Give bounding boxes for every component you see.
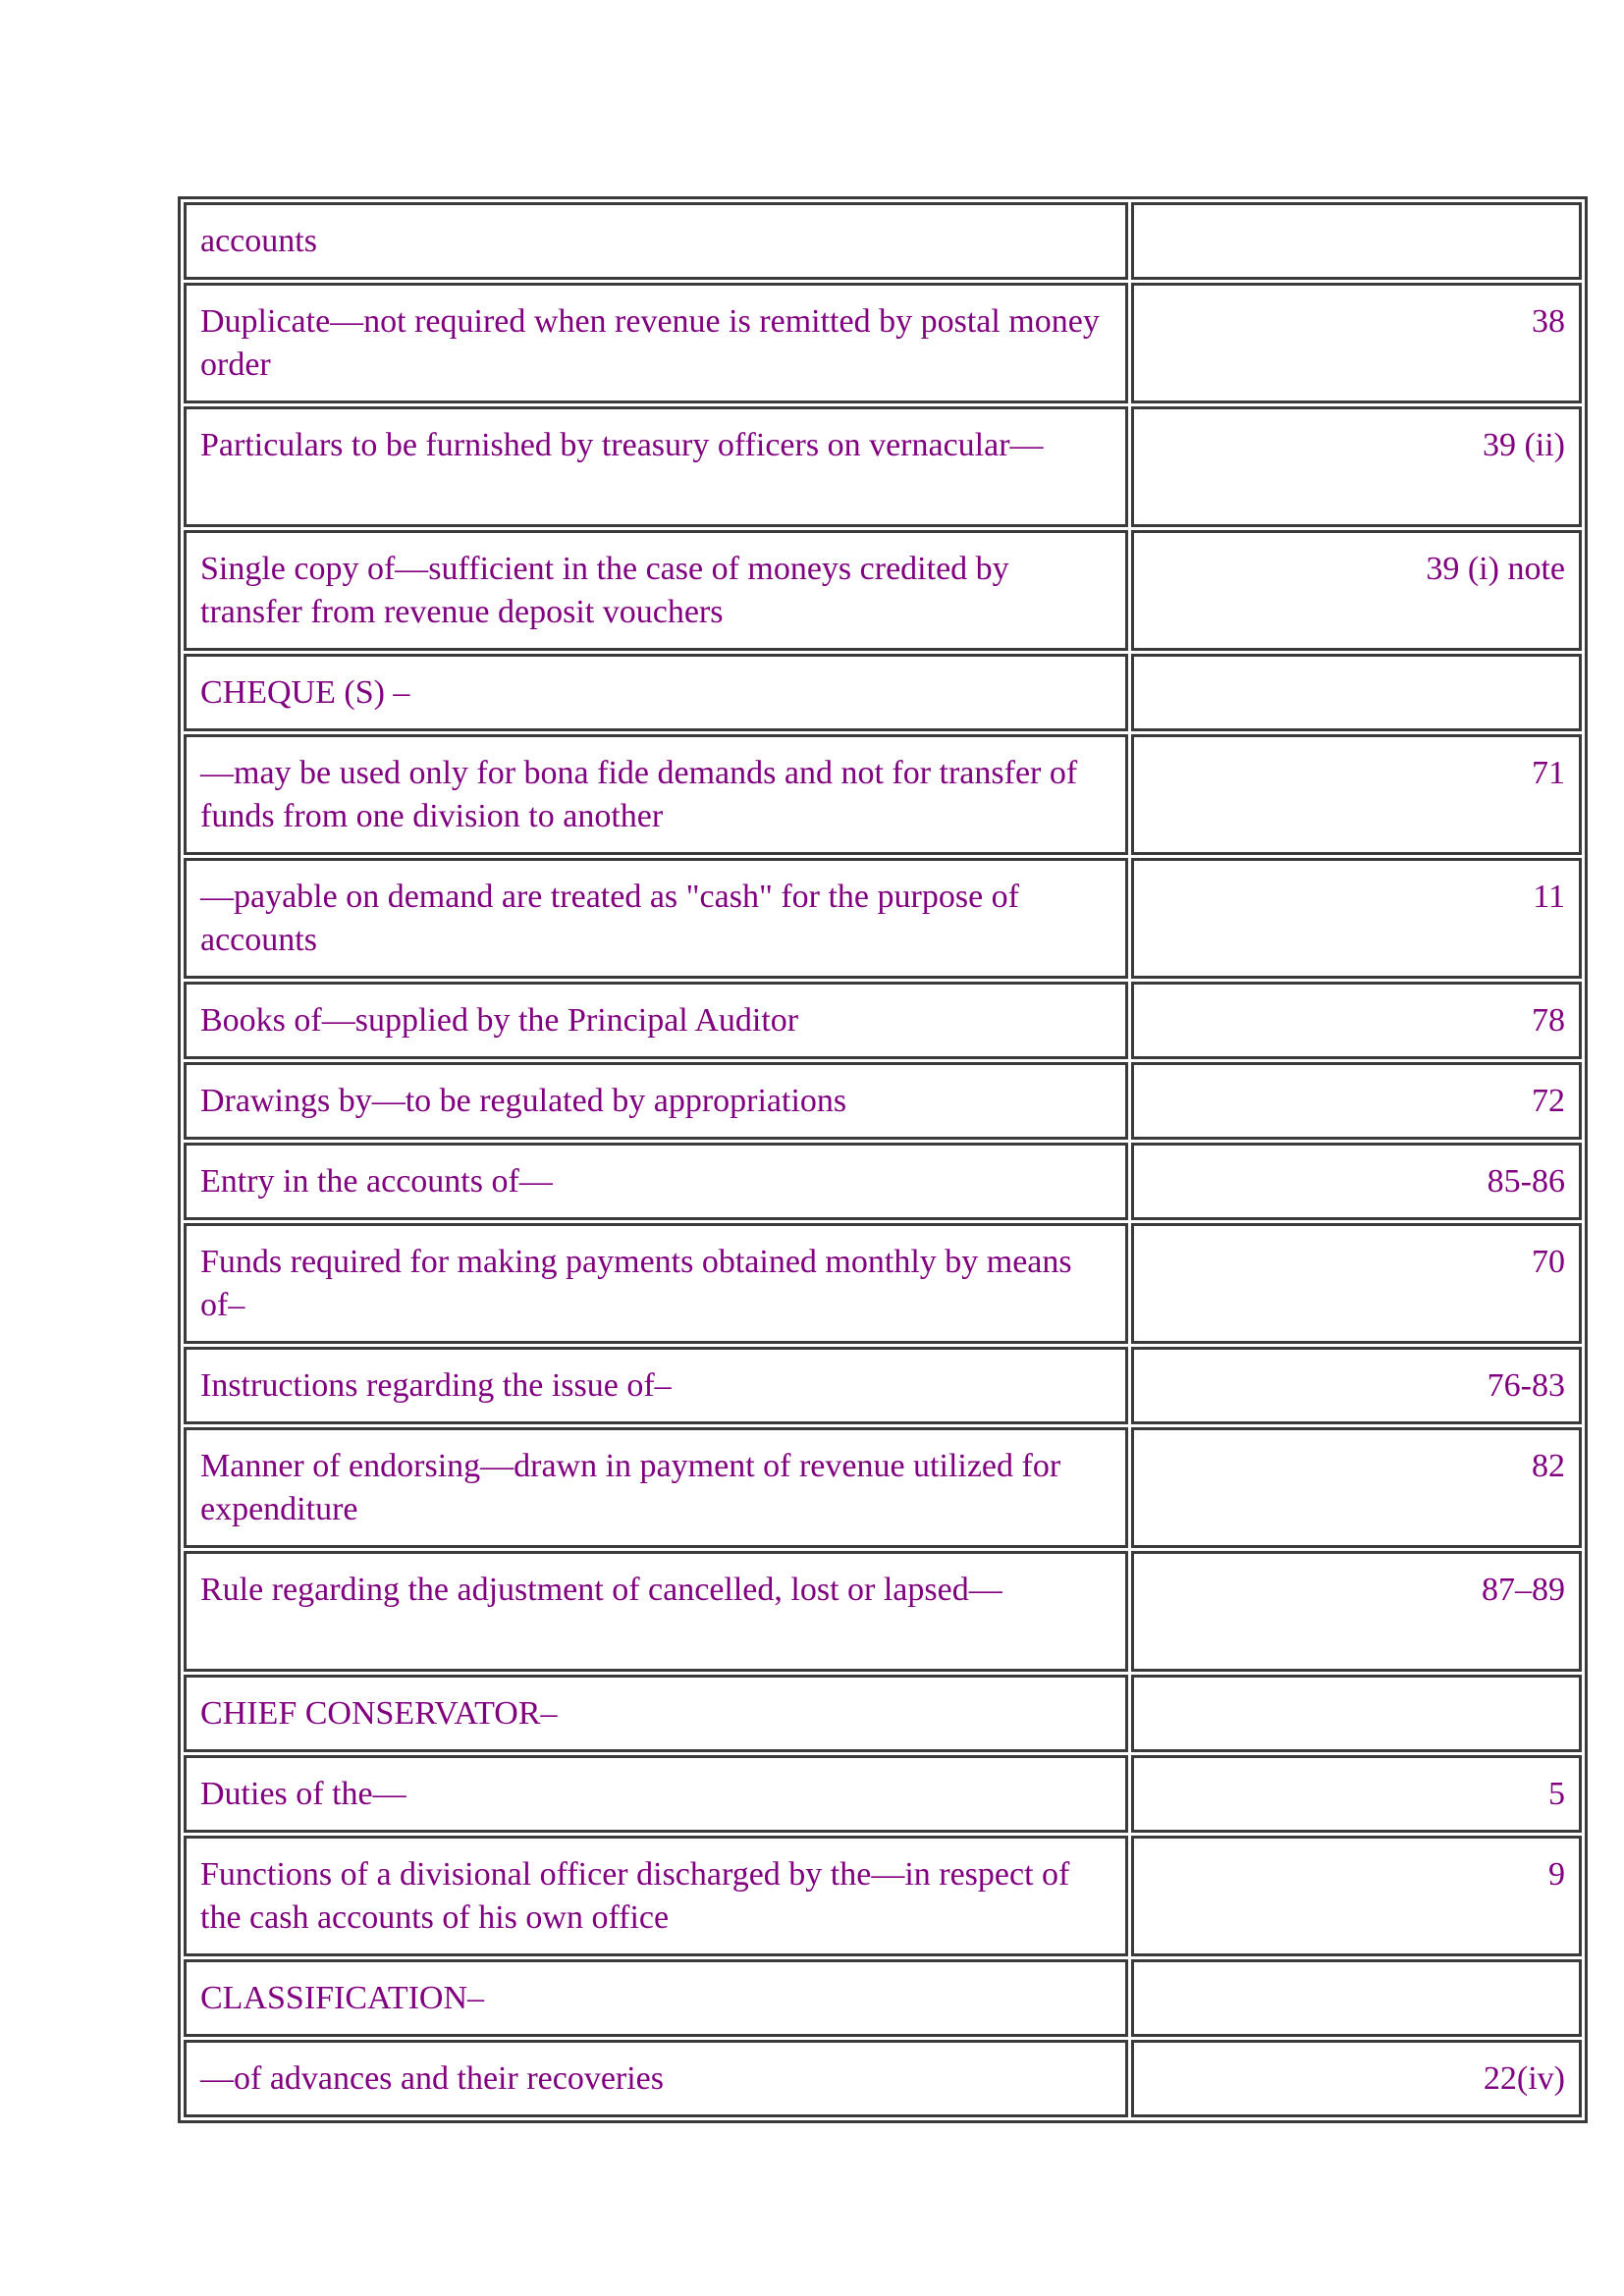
index-reference: 87–89 xyxy=(1131,1551,1582,1672)
table-row xyxy=(184,1836,1582,1956)
index-reference xyxy=(1131,1959,1582,2037)
table-row xyxy=(184,2040,1582,2117)
table-row xyxy=(184,734,1582,855)
index-subject: Single copy of—sufficient in the case of moneys credited by transfer from revenue deposit vouchers xyxy=(184,530,1128,651)
index-reference: 82 xyxy=(1131,1427,1582,1548)
table-row xyxy=(184,1223,1582,1344)
index-subject: Duplicate—not required when revenue is remitted by postal money order xyxy=(184,283,1128,403)
index-subject: accounts xyxy=(184,202,1128,280)
index-reference: 85-86 xyxy=(1131,1143,1582,1220)
index-table xyxy=(178,196,1588,2123)
table-row xyxy=(184,1551,1582,1672)
index-reference xyxy=(1131,1675,1582,1752)
index-subject: Funds required for making payments obtained monthly by means of– xyxy=(184,1223,1128,1344)
table-row xyxy=(184,283,1582,403)
table-row xyxy=(184,982,1582,1059)
index-reference: 11 xyxy=(1131,858,1582,979)
table-row xyxy=(184,1755,1582,1833)
index-reference xyxy=(1131,202,1582,280)
index-subject: Instructions regarding the issue of– xyxy=(184,1347,1128,1424)
table-row xyxy=(184,1959,1582,2037)
index-subject: Rule regarding the adjustment of cancelled, lost or lapsed— xyxy=(184,1551,1128,1672)
index-reference: 78 xyxy=(1131,982,1582,1059)
index-subject: Books of—supplied by the Principal Auditor xyxy=(184,982,1128,1059)
index-subject: Manner of endorsing—drawn in payment of revenue utilized for expenditure xyxy=(184,1427,1128,1548)
table-row xyxy=(184,1347,1582,1424)
table-row xyxy=(184,406,1582,527)
index-reference: 38 xyxy=(1131,283,1582,403)
index-reference: 39 (i) note xyxy=(1131,530,1582,651)
index-subject: CLASSIFICATION– xyxy=(184,1959,1128,2037)
table-row xyxy=(184,1062,1582,1140)
index-reference: 70 xyxy=(1131,1223,1582,1344)
table-row xyxy=(184,1675,1582,1752)
index-reference: 72 xyxy=(1131,1062,1582,1140)
index-reference: 22(iv) xyxy=(1131,2040,1582,2117)
index-subject: —of advances and their recoveries xyxy=(184,2040,1128,2117)
table-row xyxy=(184,1427,1582,1548)
table-row xyxy=(184,530,1582,651)
index-subject: Particulars to be furnished by treasury officers on vernacular— xyxy=(184,406,1128,527)
index-reference: 9 xyxy=(1131,1836,1582,1956)
index-subject: Drawings by—to be regulated by appropriations xyxy=(184,1062,1128,1140)
index-subject: Functions of a divisional officer discharged by the—in respect of the cash accounts of his own office xyxy=(184,1836,1128,1956)
index-reference: 5 xyxy=(1131,1755,1582,1833)
index-subject: CHIEF CONSERVATOR– xyxy=(184,1675,1128,1752)
table-row xyxy=(184,202,1582,280)
table-row xyxy=(184,1143,1582,1220)
index-subject: —payable on demand are treated as "cash" for the purpose of accounts xyxy=(184,858,1128,979)
index-subject: CHEQUE (S) – xyxy=(184,654,1128,731)
index-reference xyxy=(1131,654,1582,731)
table-row xyxy=(184,858,1582,979)
index-subject: Duties of the— xyxy=(184,1755,1128,1833)
index-subject: Entry in the accounts of— xyxy=(184,1143,1128,1220)
index-subject: —may be used only for bona fide demands and not for transfer of funds from one division to another xyxy=(184,734,1128,855)
index-reference: 76-83 xyxy=(1131,1347,1582,1424)
index-reference: 71 xyxy=(1131,734,1582,855)
index-reference: 39 (ii) xyxy=(1131,406,1582,527)
table-row xyxy=(184,654,1582,731)
